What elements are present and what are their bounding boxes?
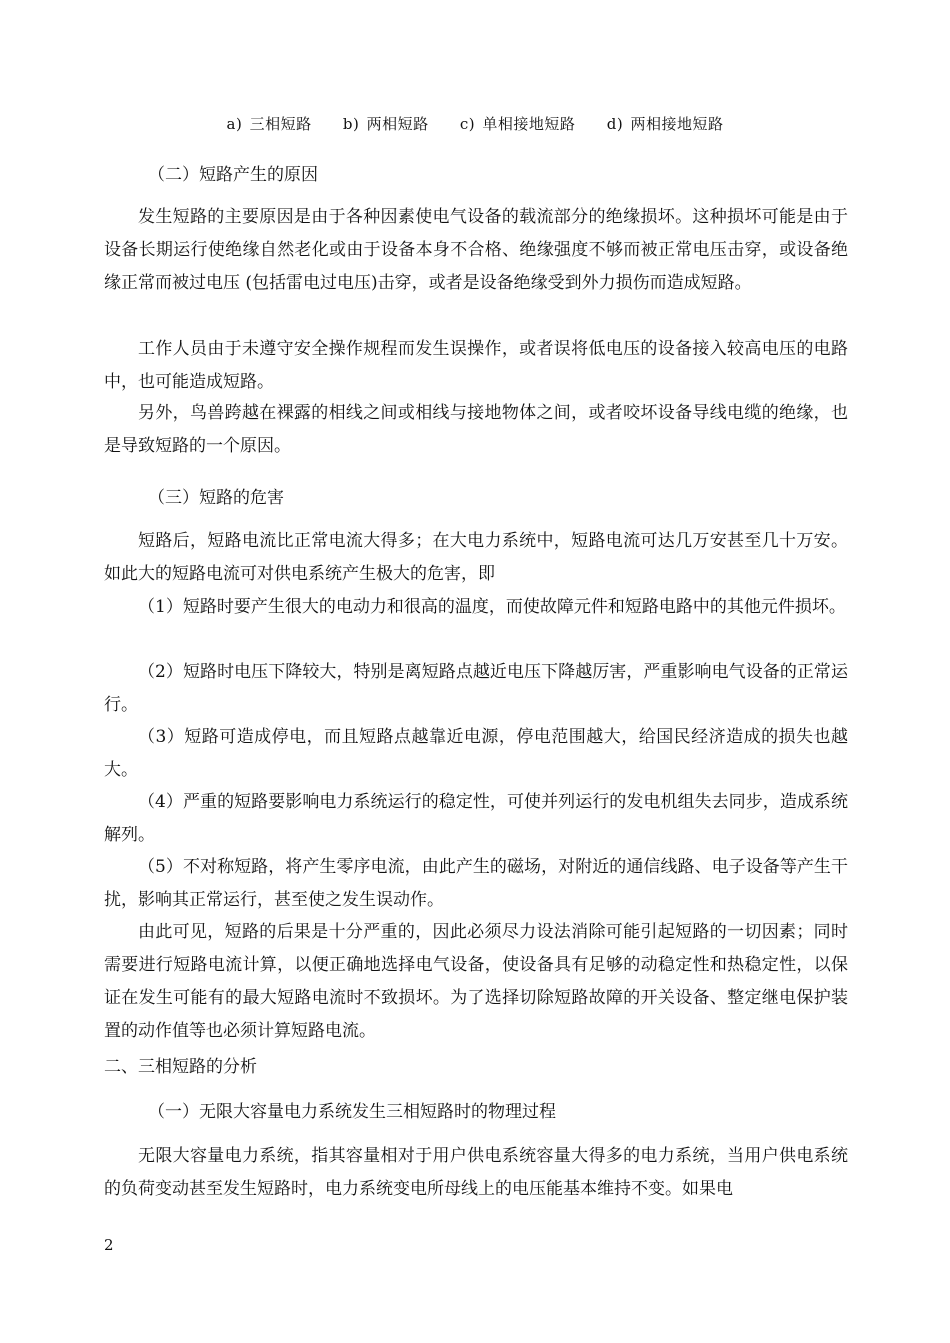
list-item-harm-2: （2）短路时电压下降较大，特别是离短路点越近电压下降越厉害，严重影响电气设备的正常运行。 <box>104 662 848 715</box>
caption-a: a) 三相短路 <box>226 115 312 133</box>
list-item-harm-1: （1）短路时要产生很大的电动力和很高的温度，而使故障元件和短路电路中的其他元件损坏。 <box>138 597 846 617</box>
paragraph-cause-2: 工作人员由于未遵守安全操作规程而发生误操作，或者误将低电压的设备接入较高电压的电路中，也可能造成短路。 <box>104 339 848 392</box>
heading-infinite-capacity-system: （一）无限大容量电力系统发生三相短路时的物理过程 <box>148 1102 556 1122</box>
paragraph-infinite-capacity: 无限大容量电力系统，指其容量相对于用户供电系统容量大得多的电力系统，当用户供电系统的负荷变动甚至发生短路时，电力系统变电所母线上的电压能基本维持不变。如果电 <box>104 1146 848 1199</box>
paragraph-cause-3: 另外，鸟兽跨越在裸露的相线之间或相线与接地物体之间，或者咬坏设备导线电缆的绝缘，也是导致短路的一个原因。 <box>104 403 848 456</box>
paragraph-harm-intro: 短路后，短路电流比正常电流大得多；在大电力系统中，短路电流可达几万安甚至几十万安。如此大的短路电流可对供电系统产生极大的危害，即 <box>104 531 848 584</box>
caption-c: c) 单相接地短路 <box>459 115 576 133</box>
page-number: 2 <box>104 1236 114 1254</box>
list-item-harm-3: （3）短路可造成停电，而且短路点越靠近电源，停电范围越大，给国民经济造成的损失也越大。 <box>104 727 848 780</box>
caption-d: d) 两相接地短路 <box>606 115 724 133</box>
paragraph-harm-conclusion: 由此可见，短路的后果是十分严重的，因此必须尽力设法消除可能引起短路的一切因素；同时需要进行短路电流计算，以便正确地选择电气设备，使设备具有足够的动稳定性和热稳定性，以保证在发生可能有的最大短路电流时不致损坏。为了选择切除短路故障的开关设备、整定继电保护装置的动作值等也必须计算短路电流。 <box>104 922 848 1041</box>
paragraph-cause-1: 发生短路的主要原因是由于各种因素使电气设备的载流部分的绝缘损坏。这种损坏可能是由于设备长期运行使绝缘自然老化或由于设备本身不合格、绝缘强度不够而被正常电压击穿，或设备绝缘正常而被过电压 (包括雷电过电压)击穿，或者是设备绝缘受到外力损伤而造成短路。 <box>104 207 848 293</box>
list-item-harm-4: （4）严重的短路要影响电力系统运行的稳定性，可使并列运行的发电机组失去同步，造成系统解列。 <box>104 792 848 845</box>
caption-b: b) 两相短路 <box>342 115 429 133</box>
heading-short-circuit-harm: （三）短路的危害 <box>148 488 284 508</box>
figure-caption <box>0 113 950 134</box>
list-item-harm-5: （5）不对称短路，将产生零序电流，由此产生的磁场，对附近的通信线路、电子设备等产生干扰，影响其正常运行，甚至使之发生误动作。 <box>104 857 848 910</box>
heading-three-phase-analysis: 二、三相短路的分析 <box>104 1057 257 1077</box>
heading-short-circuit-causes: （二）短路产生的原因 <box>148 165 318 185</box>
